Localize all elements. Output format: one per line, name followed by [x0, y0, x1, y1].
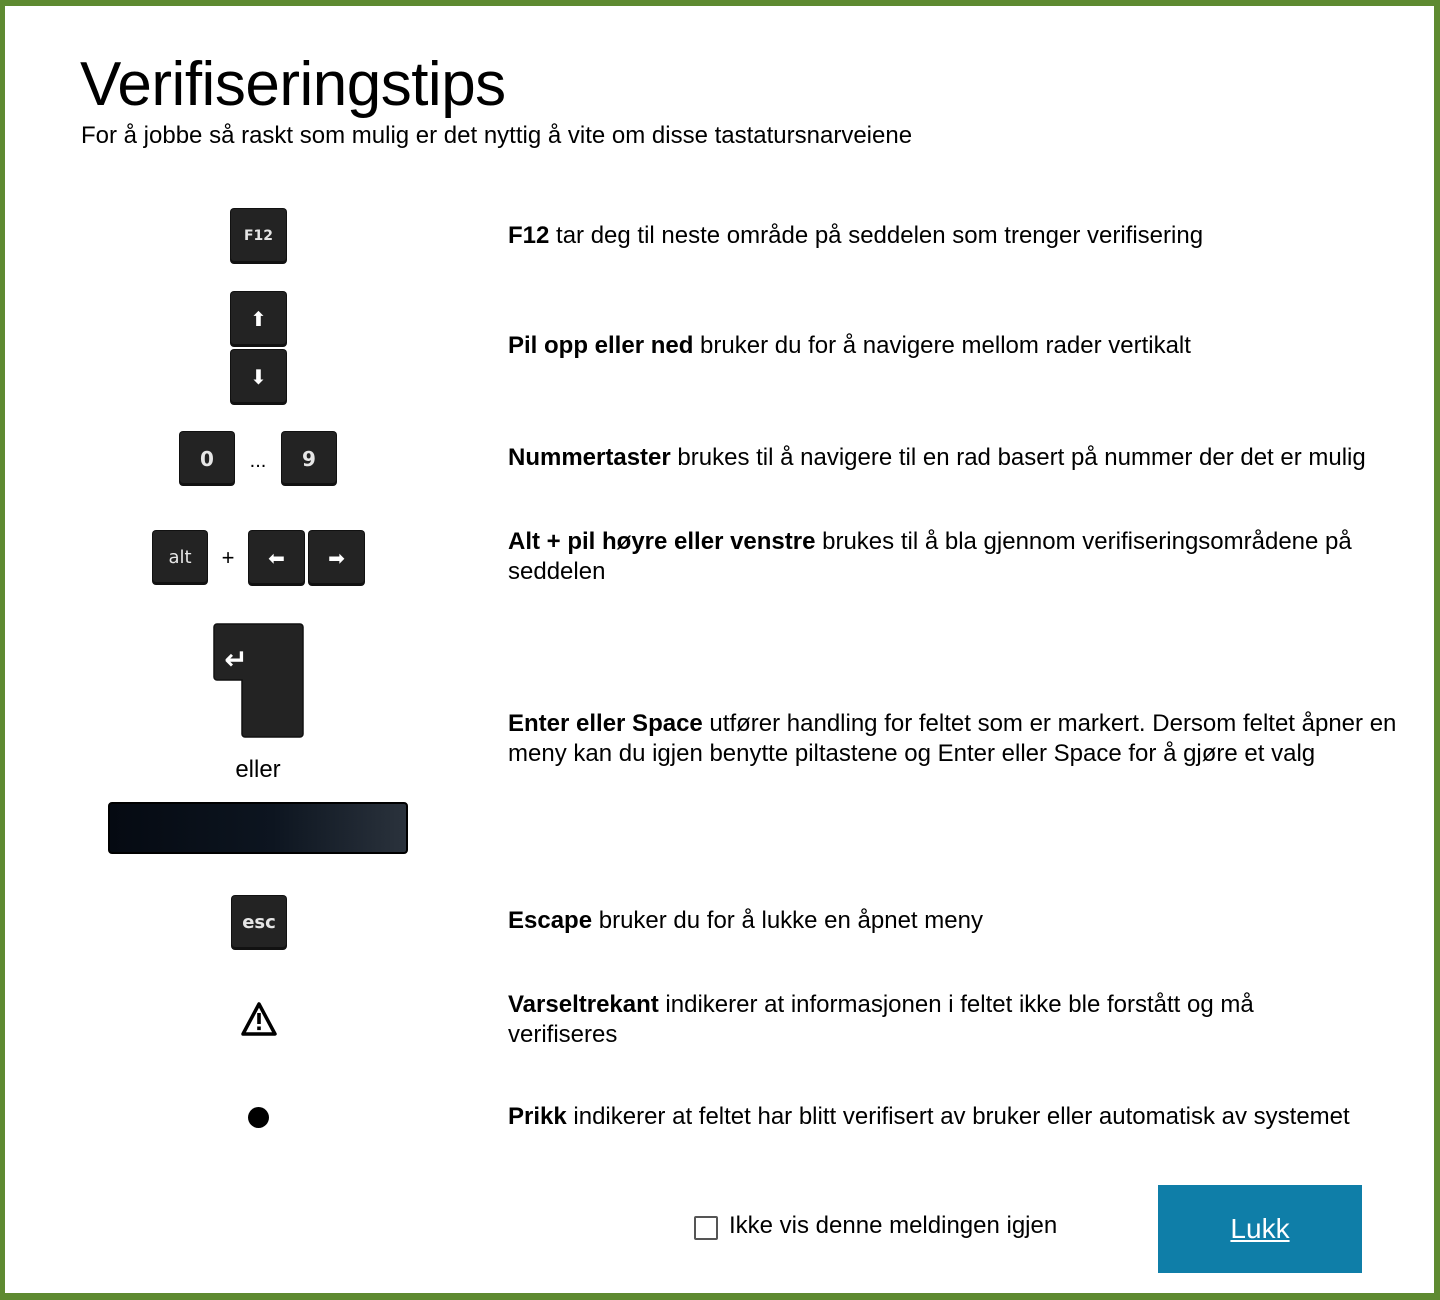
tip-arrows-bold: Pil opp eller ned — [508, 332, 694, 359]
down-arrow-key-icon — [231, 350, 286, 404]
tip-dot — [508, 1102, 1408, 1132]
tip-f12-bold: F12 — [508, 222, 550, 249]
dont-show-again-label[interactable]: Ikke vis denne meldingen igjen — [729, 1212, 1058, 1239]
tip-numbers-text: brukes til å navigere til en rad basert på nummer der det er mulig — [670, 444, 1366, 471]
tip-warning-bold: Varseltrekant — [508, 991, 659, 1018]
tip-alt-arrows-text: brukes til å bla gjennom verifiseringsområdene på seddelen — [508, 528, 1352, 585]
tip-warning-text: indikerer at informasjonen i feltet ikke ble forstått og må verifiseres — [508, 991, 1254, 1048]
tip-numbers — [508, 443, 1408, 473]
nine-key-label: 9 — [302, 446, 316, 471]
verified-dot-icon — [248, 1107, 269, 1128]
enter-key-icon — [212, 622, 306, 740]
tip-enter-space-text: utfører handling for feltet som er markert. Dersom feltet åpner en meny kan du igjen benytte piltastene og Enter eller Space for å gjøre et valg — [508, 710, 1397, 767]
up-arrow-glyph: ⬆ — [250, 307, 267, 331]
enter-symbol-glyph: ↵ — [224, 643, 248, 676]
close-button[interactable]: Lukk — [1158, 1185, 1362, 1273]
tip-escape-bold: Escape — [508, 907, 593, 934]
up-arrow-key-icon — [231, 292, 286, 346]
zero-key-icon — [180, 432, 234, 485]
tip-f12 — [508, 221, 1408, 251]
tip-alt-arrows — [508, 527, 1388, 587]
spacebar-key-icon — [108, 802, 408, 854]
tip-escape — [508, 906, 1408, 936]
nine-key-icon — [282, 432, 336, 485]
alt-key-icon — [153, 531, 207, 584]
tip-enter-space — [508, 709, 1403, 769]
ellipsis-text: ... — [249, 450, 267, 472]
tip-f12-text: tar deg til neste område på seddelen som trenger verifisering — [549, 222, 1204, 249]
plus-text: + — [221, 545, 235, 570]
dialog-title: Verifiseringstips — [80, 50, 506, 119]
warning-triangle-icon — [240, 1001, 278, 1037]
f12-key-label: F12 — [243, 228, 274, 244]
right-arrow-key-icon — [309, 531, 364, 585]
tip-dot-bold: Prikk — [508, 1103, 567, 1130]
dialog-subtitle: For å jobbe så raskt som mulig er det nyttig å vite om disse tastatursnarveiene — [81, 122, 913, 149]
tip-escape-text: bruker du for å lukke en åpnet meny — [592, 907, 983, 934]
tip-numbers-bold: Nummertaster — [508, 444, 671, 471]
down-arrow-glyph: ⬇ — [250, 365, 267, 389]
esc-key-label: esc — [242, 912, 276, 933]
tip-arrows-text: bruker du for å navigere mellom rader vertikalt — [693, 332, 1191, 359]
dont-show-again-checkbox[interactable] — [694, 1216, 718, 1240]
f12-key-icon — [231, 209, 286, 263]
or-text: eller — [235, 756, 281, 783]
tip-alt-arrows-bold: Alt + pil høyre eller venstre — [508, 528, 816, 555]
tip-enter-space-bold: Enter eller Space — [508, 710, 703, 737]
zero-key-label: 0 — [200, 446, 214, 471]
tip-dot-text: indikerer at feltet har blitt verifisert av bruker eller automatisk av systemet — [566, 1103, 1350, 1130]
right-arrow-glyph: ➡ — [328, 546, 345, 570]
left-arrow-key-icon — [249, 531, 304, 585]
tip-warning — [508, 990, 1308, 1050]
left-arrow-glyph: ⬅ — [268, 546, 285, 570]
alt-key-label: alt — [168, 547, 192, 568]
tip-arrows — [508, 331, 1408, 361]
esc-key-icon — [232, 896, 286, 949]
